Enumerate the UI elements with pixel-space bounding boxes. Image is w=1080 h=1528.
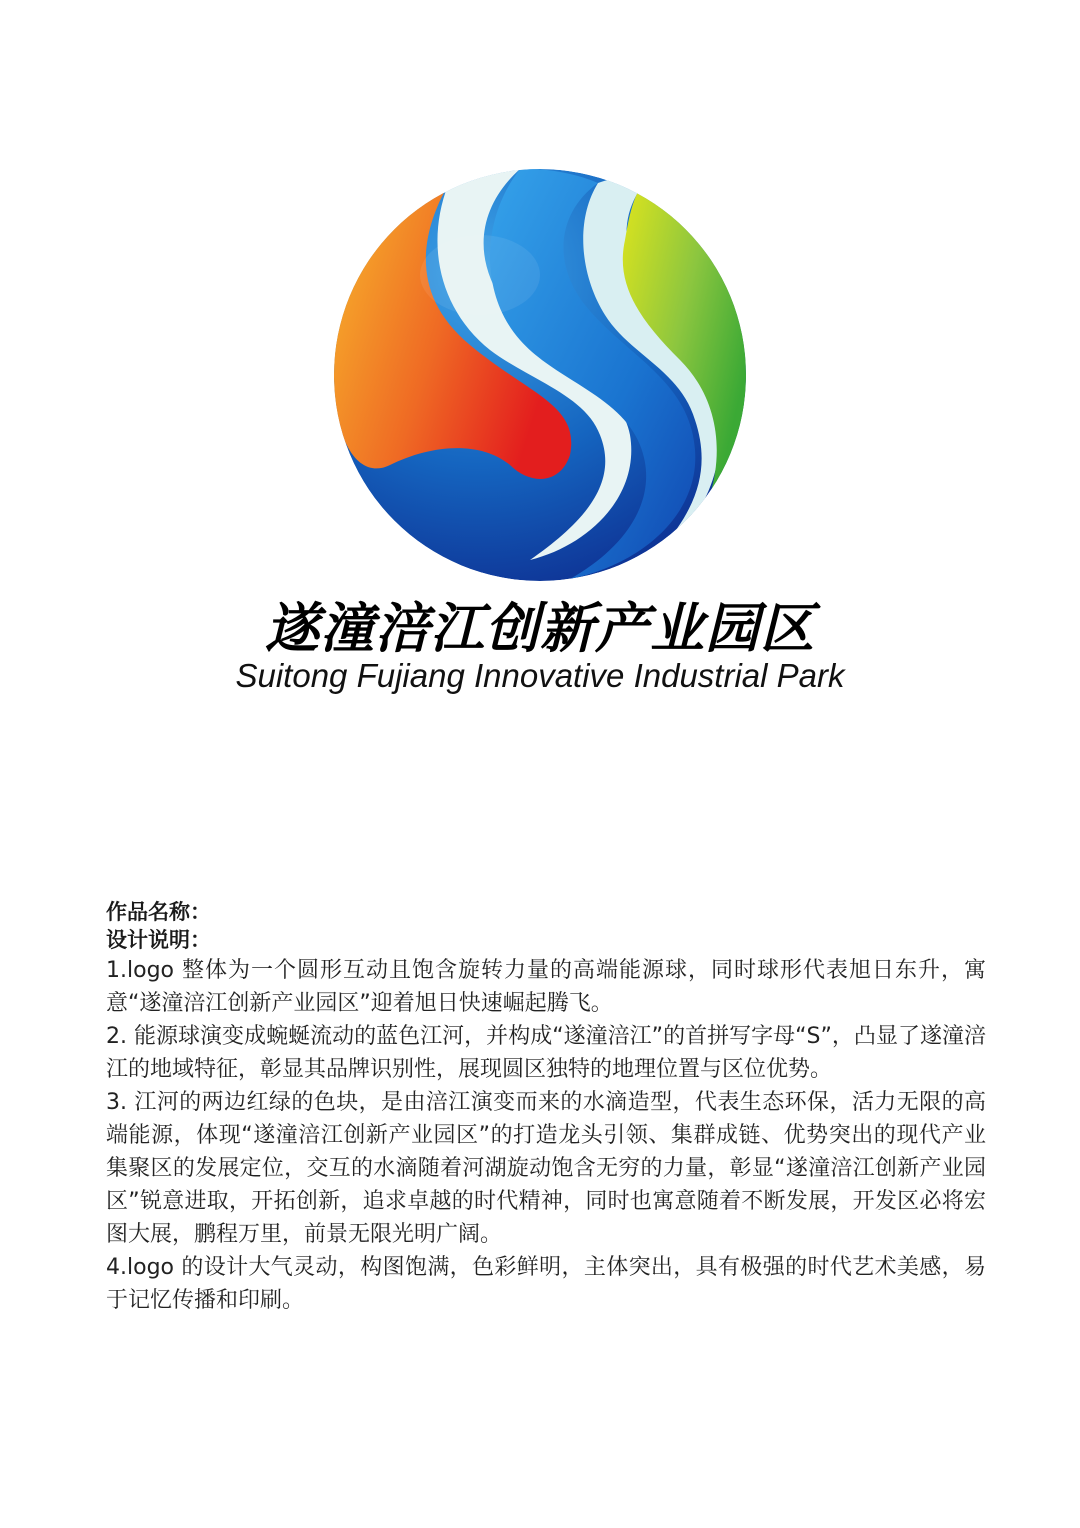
park-name-en: Suitong Fujiang Innovative Industrial Park [235, 657, 845, 694]
description-item-3: 3. 江河的两边红绿的色块，是由涪江演变而来的水滴造型，代表生态环保，活力无限的高端能源，体现“遂潼涪江创新产业园区”的打造龙头引领、集群成链、优势突出的现代产业集聚区的发展定位，交互的水滴随着河湖旋动饱含无穷的力量，彰显“遂潼涪江创新产业园区”锐意进取，开拓创新，追求卓越的时代精神，同时也寓意随着不断发展，开发区必将宏图大展，鹏程万里，前景无限光明广阔。 [106, 1090, 986, 1247]
work-name-label: 作品名称： [106, 900, 211, 924]
park-logo [330, 165, 750, 585]
description-item-4: 4.logo 的设计大气灵动，构图饱满，色彩鲜明，主体突出，具有极强的时代艺术美感，易于记忆传播和印刷。 [106, 1255, 986, 1313]
description-item-1: 1.logo 整体为一个圆形互动且饱含旋转力量的高端能源球，同时球形代表旭日东升，寓意“遂潼涪江创新产业园区”迎着旭日快速崛起腾飞。 [106, 958, 986, 1016]
description-item-2: 2. 能源球演变成蜿蜒流动的蓝色江河，并构成“遂潼涪江”的首拼写字母“S”，凸显了遂潼涪江的地域特征，彰显其品牌识别性，展现圆区独特的地理位置与区位优势。 [106, 1024, 986, 1082]
design-description [106, 898, 986, 1317]
suitong-s-energy-ball-icon [330, 165, 750, 585]
design-note-label: 设计说明： [106, 928, 211, 952]
park-name-cn: 遂潼涪江创新产业园区 [265, 597, 815, 660]
